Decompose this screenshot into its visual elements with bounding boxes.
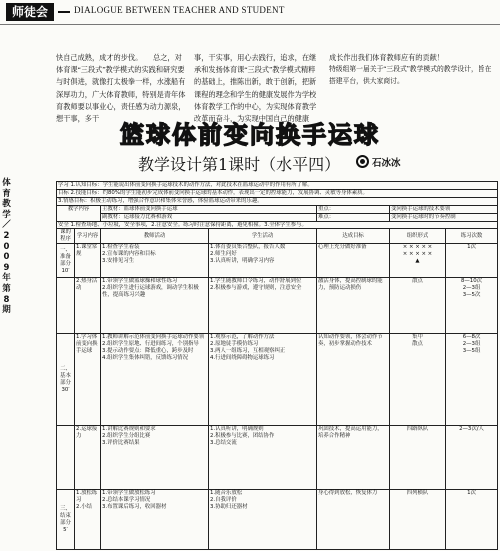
lesson-plan-table-wrap (56, 181, 497, 550)
intro-column-3 (329, 52, 494, 110)
row-organization: × × × × × × × × × × ▲ (390, 244, 446, 278)
row-goal: 激活身体，提高控制球的能力，预防运动损伤 (317, 278, 390, 334)
key-label: 重点： (317, 205, 390, 213)
row-student-activity: 1.随音乐放松 2.自我评价 3.协助归还器材 (209, 490, 317, 550)
article-title: 篮球体前变向换手运球 (120, 121, 380, 149)
header-goal: 达成目标 (317, 229, 390, 244)
row-phase: 二、基本部分 30′ (57, 334, 75, 426)
row-content: 1.放松练习 2.小结 (75, 490, 101, 550)
row-student-activity: 1.认真听讲，明确规则 2.积极参与比赛，团结协作 3.总结交流 (209, 426, 317, 490)
goal-3: 3.情感目标：积极主动练习，增强合作意识和集体荣誉感，体验篮球运动带来的乐趣。 (57, 197, 498, 205)
goal-1: 学习 1.认知目标：学生能说出体前变向换手运球技术的动作方法，对此技术在篮球运动中的作用有所了解。 (57, 182, 498, 190)
issue-sidebar: 体 育 教 学 ／ 2 0 0 9 年 第 8 期 (2, 178, 11, 316)
column-tag: 师徒会 (6, 3, 54, 21)
row-phase: 一、准备部分 10′ (57, 244, 75, 278)
row-goal: 巩固技术，提高运用能力，培养合作精神 (317, 426, 390, 490)
intro-column-2: 事，干实事，用心去践行，追求，在继承和发扬体育课“三段式”教学模式精粹的基础上，推陈出新，敢于创新，把新课程的理念和学生的健康发展作为学校体育教学工作的中心，为实现体育教学改革而奋斗，为实现中国自己的健康 (194, 54, 317, 124)
row-teacher-activity: 1.带领学生做篮球操和球性练习 2.组织学生进行运球游戏，调动学生积极性，提高练习兴趣 (101, 278, 209, 334)
row-repetitions: 2—3次/人 (446, 426, 498, 490)
row-content: 2.运球接力 (75, 426, 101, 490)
intro-column-1: 快自己成熟，成才的步伐。 总之，对体育课“三段式”教学模式的实践和研究要与时俱进，就像打太极拳一样，水涨船有深厚功力，广大体育教师，特别是青年体育教师要以事业心，责任感为动力源泉，想干事，多干 (56, 54, 186, 124)
key-point: 变向换手运球的技术要领 (390, 205, 498, 213)
row-phase (57, 278, 75, 334)
row-organization: 集中 散点 (390, 334, 446, 426)
row-phase (57, 426, 75, 490)
column-subtitle: DIALOGUE BETWEEN TEACHER AND STUDENT (74, 5, 285, 15)
difficulty-label: 难点： (317, 213, 390, 221)
row-organization: 散点 (390, 278, 446, 334)
row-teacher-activity: 1.带领学生做放松练习 2.总结本课学习情况 3.布置课后练习，收回器材 (101, 490, 209, 550)
header-student: 学生活动 (209, 229, 317, 244)
row-teacher-activity: 1.教师讲解示范体前变向换手运球动作要领 2.组织学生原地、行进间练习，个别指导 3.提示动作要点：降低重心，跨步及时 4.组织学生集体纠错，反馈练习情况 (101, 334, 209, 426)
article-subtitle: 教学设计第1课时（水平四） (138, 155, 341, 174)
row-student-activity: 1.体育委员集合整队，报告人数 2.师生问好 3.认真听讲，明确学习内容 (209, 244, 317, 278)
content-main: 主教材：篮球体前变向换手运球 (101, 205, 317, 213)
author-bullet-icon (356, 155, 369, 168)
row-teacher-activity: 1.讲解比赛规则和要求 2.组织学生分组比赛 3.评价比赛结果 (101, 426, 209, 490)
row-student-activity: 1.观察示范，了解动作方法 2.原地徒手模仿练习 3.两人一组练习，互相观察纠正 4.行进间绕障碍物运球练习 (209, 334, 317, 426)
header-phase: 课的程序 (57, 229, 75, 244)
row-goal: 认知动作要领，体会动作节奏，初步掌握动作技术 (317, 334, 390, 426)
row-content: 1.课堂常规 (75, 244, 101, 278)
lesson-row (57, 426, 498, 490)
header-teacher: 教师活动 (101, 229, 209, 244)
row-repetitions: 8—10次 2—3组 3—5次 (446, 278, 498, 334)
safety-note: 安全 1.检查场地、小垃圾，安全事项，2.注意安全。练习时注意保持距离，避免相撞。3.全体学生参与。 (57, 221, 498, 229)
row-teacher-activity: 1.检查学生着装 2.宣布课的内容和目标 3.安排见习生 (101, 244, 209, 278)
row-goal: 心理上充分做好准备 (317, 244, 390, 278)
row-goal: 身心得到放松，恢复体力 (317, 490, 390, 550)
lesson-plan-table (56, 181, 498, 550)
row-repetitions: 6—8次 2—3组 3—5组 (446, 334, 498, 426)
content-label: 教学内容 (57, 205, 101, 221)
goal-2: 目标 2.技能目标：约80%的学生能初步完成体前变向换手运球的基本动作，表现出一定的控球能力，发展协调、灵敏等身体素质。 (57, 189, 498, 197)
header-dash (58, 11, 70, 13)
row-repetitions: 1次 (446, 244, 498, 278)
author-name: 石冰冰 (372, 158, 401, 169)
row-organization: 四列横队 (390, 490, 446, 550)
row-content: 2.热身活动 (75, 278, 101, 334)
content-secondary: 副教材：运球接力比赛和游戏 (101, 213, 317, 221)
row-student-activity: 1.学生随教师口令练习，动作舒展到位 2.积极参与游戏，遵守规则，注意安全 (209, 278, 317, 334)
intro-column-3-note: 特级组第一届关于“三段式”教学模式的教学设计，旨在搭建平台，供大家商讨。 (329, 66, 492, 86)
header-count: 练习次数 (446, 229, 498, 244)
row-phase: 三、结束部分 5′ (57, 490, 75, 550)
header-org: 组织形式 (390, 229, 446, 244)
header-rule (0, 24, 500, 25)
lesson-row (57, 244, 498, 278)
lesson-row (57, 278, 498, 334)
difficulty-point: 变向换手运球时的节奏控制 (390, 213, 498, 221)
row-content: 1.学习体前变向换手运球 (75, 334, 101, 426)
row-repetitions: 1次 (446, 490, 498, 550)
intro-column-3-text: 成长作出我们体育教师应有的贡献！ (329, 54, 445, 62)
row-organization: 四路纵队 (390, 426, 446, 490)
lesson-row (57, 334, 498, 426)
header-content: 学习内容 (75, 229, 101, 244)
lesson-row (57, 490, 498, 550)
